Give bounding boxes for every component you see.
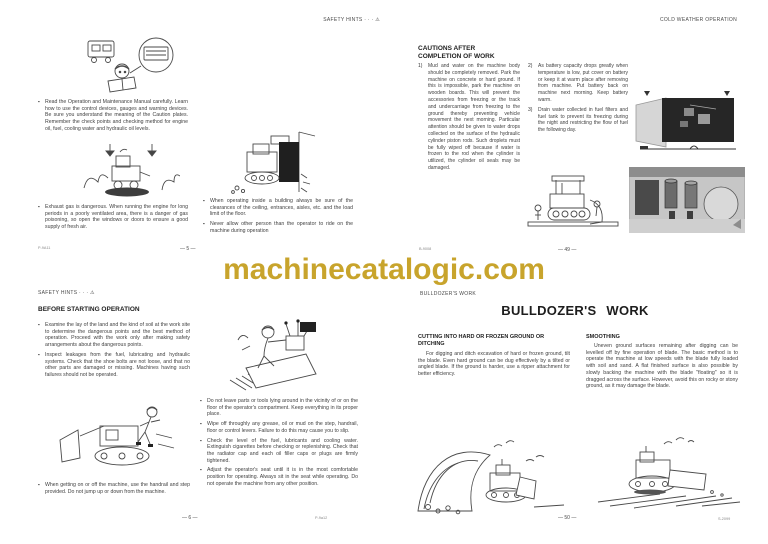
handrail-bullet: ▪ When getting on or off the machine, use the handrail and step provided. Do not jump up or down from the machine. bbox=[38, 482, 190, 495]
form-code: P-9A11 bbox=[38, 246, 51, 250]
bullet-marker: ▪ bbox=[38, 322, 40, 327]
smoothing-illustration bbox=[590, 432, 742, 510]
inside-building-illustration bbox=[227, 130, 317, 198]
safety-bullet-read-manual: ▪ Read the Operation and Maintenance Manual carefully. Learn how to use the control devices, gauges and warning devices. Be sure you understand the meaning of the Caution plates. Remember the check points and checking method for engine oil, fuel, cooling water and hydraulic oil levels. bbox=[38, 99, 188, 132]
engine-compartment-photo bbox=[632, 91, 744, 155]
page-header-safety-hints-5: SAFETY HINTS · · · ⚠ bbox=[323, 17, 380, 23]
smoothing-section-heading: SMOOTHING bbox=[586, 334, 620, 340]
page-number: — 49 — bbox=[558, 247, 577, 253]
cutting-hillside-illustration bbox=[414, 427, 566, 515]
bullet-marker: ▪ bbox=[38, 99, 40, 104]
parked-bulldozer-drawing bbox=[522, 170, 624, 236]
page-number: — 5 — bbox=[180, 246, 196, 252]
caution-item-1: 1) Mud and water on the machine body should be completely removed. Park the machine on concrete or hard ground. If this is impossible, park the machine on wooden boards. This will prevent the accessories from freezing or the track and undercarriage from freezing to the ground thereby preventing vehicle movement the next morning. Particular attention should be given to water drops collected on the surface of the hydraulic cylinder piston rods. Such droplets must be fully wiped off because if water is frozen to the rod when the cylinder is utilized, the cylinder oil seals may be damaged. bbox=[418, 63, 520, 171]
cutting-section-body: For digging and ditch excavation of hard or frozen ground, tilt the blade. Even hard ground can be dug effectively by a tilted or angled blade. If the ground is harder, use a ripper attachment for better efficiency. bbox=[418, 351, 570, 378]
bullet-marker: ▪ bbox=[38, 482, 40, 487]
fuel-filters-photo bbox=[629, 167, 745, 233]
before-starting-left-bullets: ▪ Examine the lay of the land and the kind of soil at the work site to determine the dangerous points and the best method of operation. Proceed with the work only after making safety arrangements about the dangerous points. ▪ Inspect leakages from the fuel, lubricating and hydraulic systems. Check that the shoe bolts are not loose, and that no other parts are damaged or missing. Machines having such failures should not be operated. bbox=[38, 322, 190, 378]
safety-bullet-exhaust: ▪ Exhaust gas is dangerous. When running the engine for long periods in a poorly ventilated area, there is a danger of gas poisoning, so open the windows or doors to ensure a good supply of fresh air. bbox=[38, 204, 188, 231]
exhaust-gas-illustration bbox=[80, 144, 180, 202]
main-title-bulldozers-work: BULLDOZER'S WORK bbox=[501, 303, 649, 318]
bullet-marker: ▪ bbox=[200, 467, 202, 473]
reading-manual-illustration bbox=[72, 33, 182, 97]
smoothing-section-body: Uneven ground surfaces remaining after digging can be levelled off by fine operation of blade. The basic method is to operate the machine at low speeds with the blade fully loaded with soil and sand. A flat finished surface is also possible by slowly backing the machine with the blade "floating" so it is dragged across the surface. However, avoid this on rocky or stony ground, as it may damage the blade. bbox=[586, 343, 738, 390]
bullet-marker: ▪ bbox=[203, 198, 205, 203]
bullet-marker: ▪ bbox=[203, 221, 205, 227]
page-number: — 6 — bbox=[182, 515, 198, 521]
caution-items-2-3: 2) As battery capacity drops greatly when temperature is low, put cover on battery or keep it at warm place after removing from machine. Put battery back on machine next morning. Keep battery warm. 3) Drain water collected in fuel filters and fuel tank to prevent its freezing during the night and restricting the flow of fuel the following day. bbox=[528, 63, 628, 134]
bullet-marker: ▪ bbox=[200, 398, 202, 403]
page-header-bulldozers-work: BULLDOZER'S WORK bbox=[420, 291, 477, 297]
cutting-section-heading: CUTTING INTO HARD OR FROZEN GROUND OR DITCHING bbox=[418, 334, 545, 347]
page-header-cold-weather: COLD WEATHER OPERATION bbox=[660, 17, 737, 23]
item-number: 3) bbox=[528, 106, 533, 113]
form-code: B-9008 bbox=[419, 247, 432, 251]
page-number: — 50 — bbox=[558, 515, 577, 521]
bullet-marker: ▪ bbox=[38, 204, 40, 209]
page-header-safety-hints-6: SAFETY HINTS · · · ⚠ bbox=[38, 290, 95, 296]
item-number: 1) bbox=[418, 63, 423, 69]
operator-compartment-illustration bbox=[228, 316, 320, 394]
section-title-before-starting: BEFORE STARTING OPERATION bbox=[38, 306, 140, 313]
form-code: S-2099 bbox=[718, 517, 731, 521]
before-starting-right-bullets: ▪ Do not leave parts or tools lying around in the vicinity of or on the floor of the operator's compartment. Keep everything in its proper place. ▪ Wipe off throughly any grease, oil or mud on the step, handrail, floor or control levers. Failure to do this may cause you to slip. ▪ Check the level of the fuel, lubricants and cooling water. Extinguish cigarettes before checking or replenishing. Check that the radiator cap and each oil filler caps or plugs are firmly tightened. ▪ Adjust the operator's seat until it is in the most comfortable position for operating. Always sit in the seat while operating. Do not operate the machine from any other position. bbox=[200, 398, 358, 487]
bullet-marker: ▪ bbox=[38, 351, 40, 357]
bullet-marker: ▪ bbox=[200, 421, 202, 427]
item-number: 2) bbox=[528, 63, 533, 69]
form-code: P-9a12 bbox=[315, 516, 328, 520]
safety-bullets-right-column: ▪ When operating inside a building always be sure of the clearances of the ceiling, entrances, aisles, etc. and the load limit of the floor. ▪ Never allow other person than the operator to ride on the machine during operation bbox=[203, 198, 353, 234]
mounting-machine-illustration bbox=[52, 400, 182, 478]
bullet-marker: ▪ bbox=[200, 437, 202, 443]
site-watermark: machinecatalogic.com bbox=[223, 253, 545, 286]
section-title-cautions: CAUTIONS AFTER COMPLETION OF WORK bbox=[418, 45, 495, 60]
